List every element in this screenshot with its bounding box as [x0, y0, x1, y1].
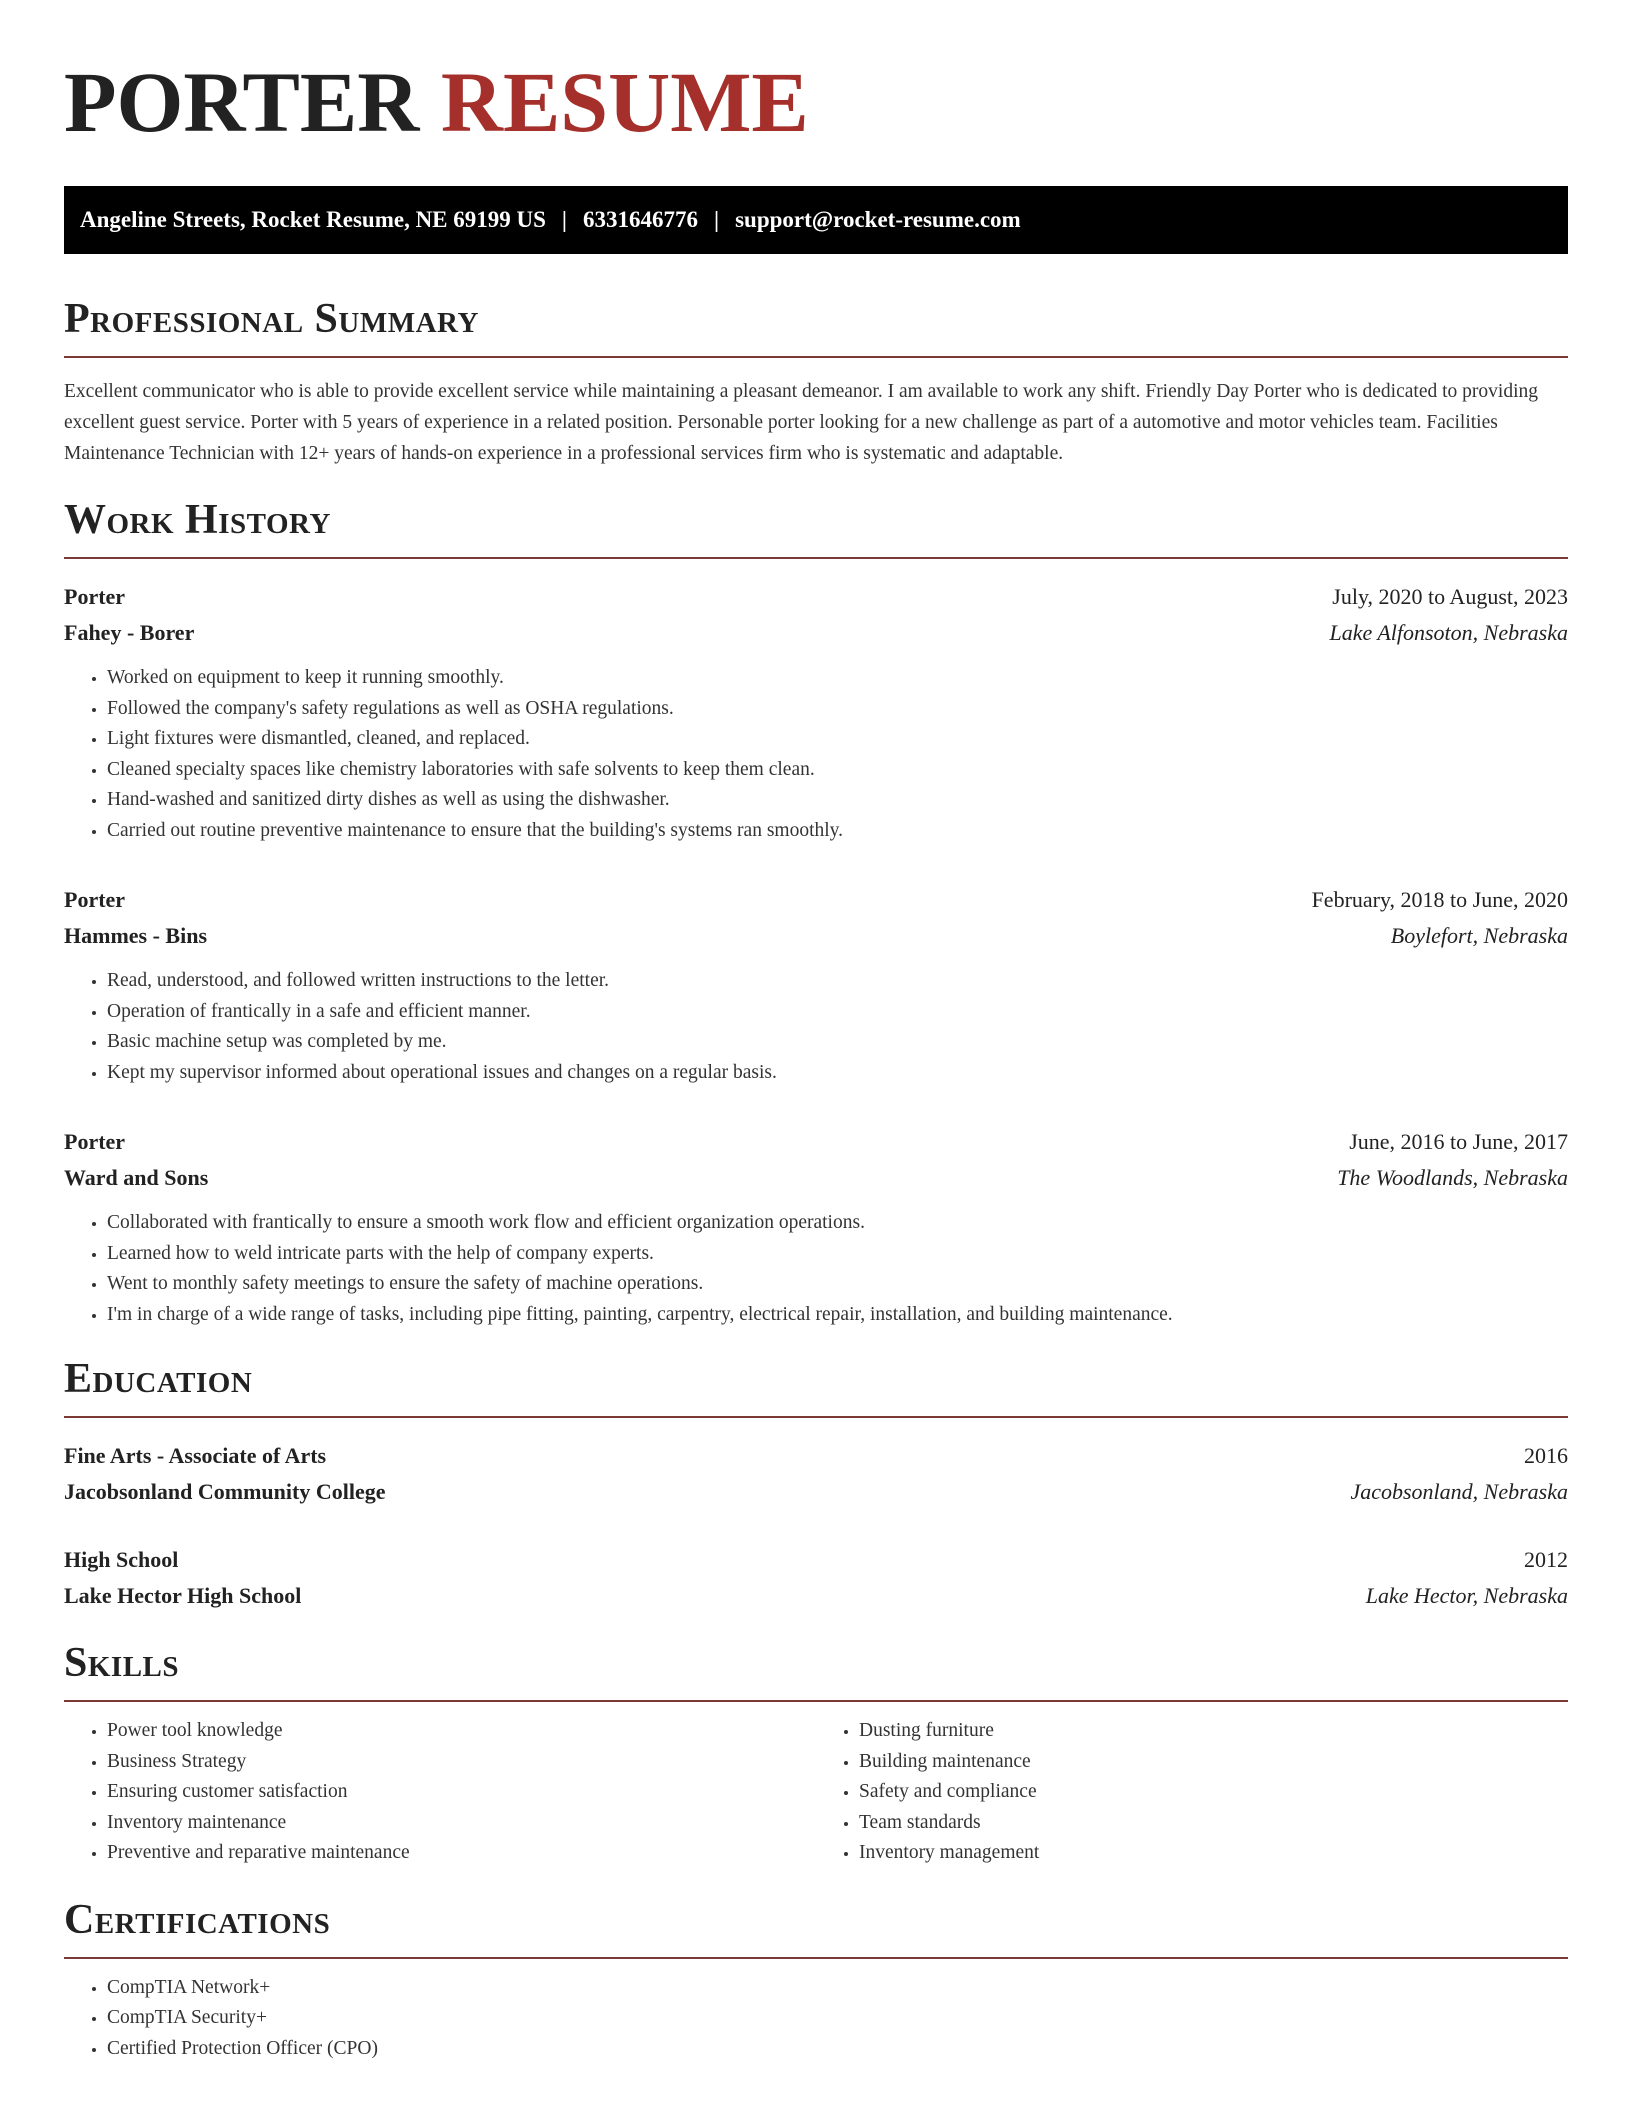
skills-list-right [816, 1716, 1568, 1869]
page-title [64, 52, 1568, 152]
edu-school: Lake Hector High School [64, 1583, 302, 1608]
list-item: • Went to monthly safety meetings to ensure the safety of machine operations. [107, 1269, 1568, 1300]
list-item: • Certified Protection Officer (CPO) [107, 2034, 1568, 2065]
list-item: • Followed the company's safety regulations as well as OSHA regulations. [107, 694, 1568, 725]
job-bullets [64, 663, 1568, 846]
job-bullets [64, 966, 1568, 1088]
title-part-2: RESUME [440, 54, 809, 150]
list-item: • Learned how to weld intricate parts with the help of company experts. [107, 1239, 1568, 1270]
job-entry [64, 882, 1568, 1088]
skills-heading: Skills [64, 1638, 1568, 1702]
list-item: • Dusting furniture [859, 1716, 1568, 1747]
list-item: • I'm in charge of a wide range of tasks, including pipe fitting, painting, carpentry, electrical repair, installation, and building maintenance. [107, 1300, 1568, 1331]
job-entry [64, 1124, 1568, 1330]
edu-year: 2016 [1524, 1443, 1568, 1468]
job-title: Porter [64, 1129, 126, 1154]
skills-section [64, 1638, 1568, 1869]
edu-year: 2012 [1524, 1547, 1568, 1572]
contact-bar [64, 186, 1568, 254]
certifications-heading: Certifications [64, 1895, 1568, 1959]
edu-location: Lake Hector, Nebraska [1365, 1583, 1568, 1608]
list-item: • Kept my supervisor informed about operational issues and changes on a regular basis. [107, 1058, 1568, 1089]
edu-location: Jacobsonland, Nebraska [1350, 1479, 1568, 1504]
contact-phone: 6331646776 [583, 207, 698, 232]
contact-address: Angeline Streets, Rocket Resume, NE 69199 US [80, 207, 546, 232]
list-item: • Operation of frantically in a safe and efficient manner. [107, 997, 1568, 1028]
list-item: • Team standards [859, 1808, 1568, 1839]
title-part-1: PORTER [64, 54, 420, 150]
contact-separator: | [714, 207, 720, 232]
list-item: • Preventive and reparative maintenance [107, 1838, 816, 1869]
list-item: • Inventory maintenance [107, 1808, 816, 1839]
list-item: • Basic machine setup was completed by me. [107, 1027, 1568, 1058]
job-entry [64, 579, 1568, 846]
certifications-list [64, 1973, 1568, 2065]
skills-columns [64, 1716, 1568, 1869]
contact-email: support@rocket-resume.com [735, 207, 1021, 232]
list-item: • Carried out routine preventive maintenance to ensure that the building's systems ran smoothly. [107, 816, 1568, 847]
education-entry [64, 1438, 1568, 1510]
list-item: • CompTIA Network+ [107, 1973, 1568, 2004]
list-item: • Collaborated with frantically to ensure a smooth work flow and efficient organization operations. [107, 1208, 1568, 1239]
list-item: • Business Strategy [107, 1747, 816, 1778]
list-item: • Worked on equipment to keep it running smoothly. [107, 663, 1568, 694]
list-item: • Hand-washed and sanitized dirty dishes as well as using the dishwasher. [107, 785, 1568, 816]
job-dates: February, 2018 to June, 2020 [1311, 887, 1568, 912]
job-company: Ward and Sons [64, 1165, 209, 1190]
job-title: Porter [64, 887, 126, 912]
list-item: • Safety and compliance [859, 1777, 1568, 1808]
edu-degree: Fine Arts - Associate of Arts [64, 1443, 327, 1468]
education-heading: Education [64, 1354, 1568, 1418]
education-entry [64, 1542, 1568, 1614]
list-item: • Ensuring customer satisfaction [107, 1777, 816, 1808]
job-bullets [64, 1208, 1568, 1330]
list-item: • Read, understood, and followed written instructions to the letter. [107, 966, 1568, 997]
list-item: • CompTIA Security+ [107, 2003, 1568, 2034]
certifications-section [64, 1895, 1568, 2065]
job-title: Porter [64, 584, 126, 609]
list-item: • Building maintenance [859, 1747, 1568, 1778]
list-item: • Light fixtures were dismantled, cleaned, and replaced. [107, 724, 1568, 755]
summary-heading: Professional Summary [64, 294, 1568, 358]
contact-separator: | [561, 207, 567, 232]
summary-section [64, 294, 1568, 469]
job-dates: July, 2020 to August, 2023 [1332, 584, 1568, 609]
education-section [64, 1354, 1568, 1614]
edu-degree: High School [64, 1547, 179, 1572]
work-history-heading: Work History [64, 495, 1568, 559]
list-item: • Cleaned specialty spaces like chemistry laboratories with safe solvents to keep them clean. [107, 755, 1568, 786]
summary-text: Excellent communicator who is able to provide excellent service while maintaining a pleasant demeanor. I am available to work any shift. Friendly Day Porter who is dedicated to providing excellent guest service. Porter with 5 years of experience in a related position. Personable porter looking for a new challenge as part of a automotive and motor vehicles team. Facilities Maintenance Technician with 12+ years of hands-on experience in a professional services firm who is systematic and adaptable. [64, 381, 1538, 464]
skills-list-left [64, 1716, 816, 1869]
work-history-section [64, 495, 1568, 1330]
job-location: Lake Alfonsoton, Nebraska [1329, 620, 1568, 645]
list-item: • Power tool knowledge [107, 1716, 816, 1747]
job-company: Hammes - Bins [64, 923, 207, 948]
job-company: Fahey - Borer [64, 620, 195, 645]
job-dates: June, 2016 to June, 2017 [1349, 1129, 1568, 1154]
job-location: Boylefort, Nebraska [1390, 923, 1568, 948]
list-item: • Inventory management [859, 1838, 1568, 1869]
job-location: The Woodlands, Nebraska [1337, 1165, 1568, 1190]
edu-school: Jacobsonland Community College [64, 1479, 386, 1504]
